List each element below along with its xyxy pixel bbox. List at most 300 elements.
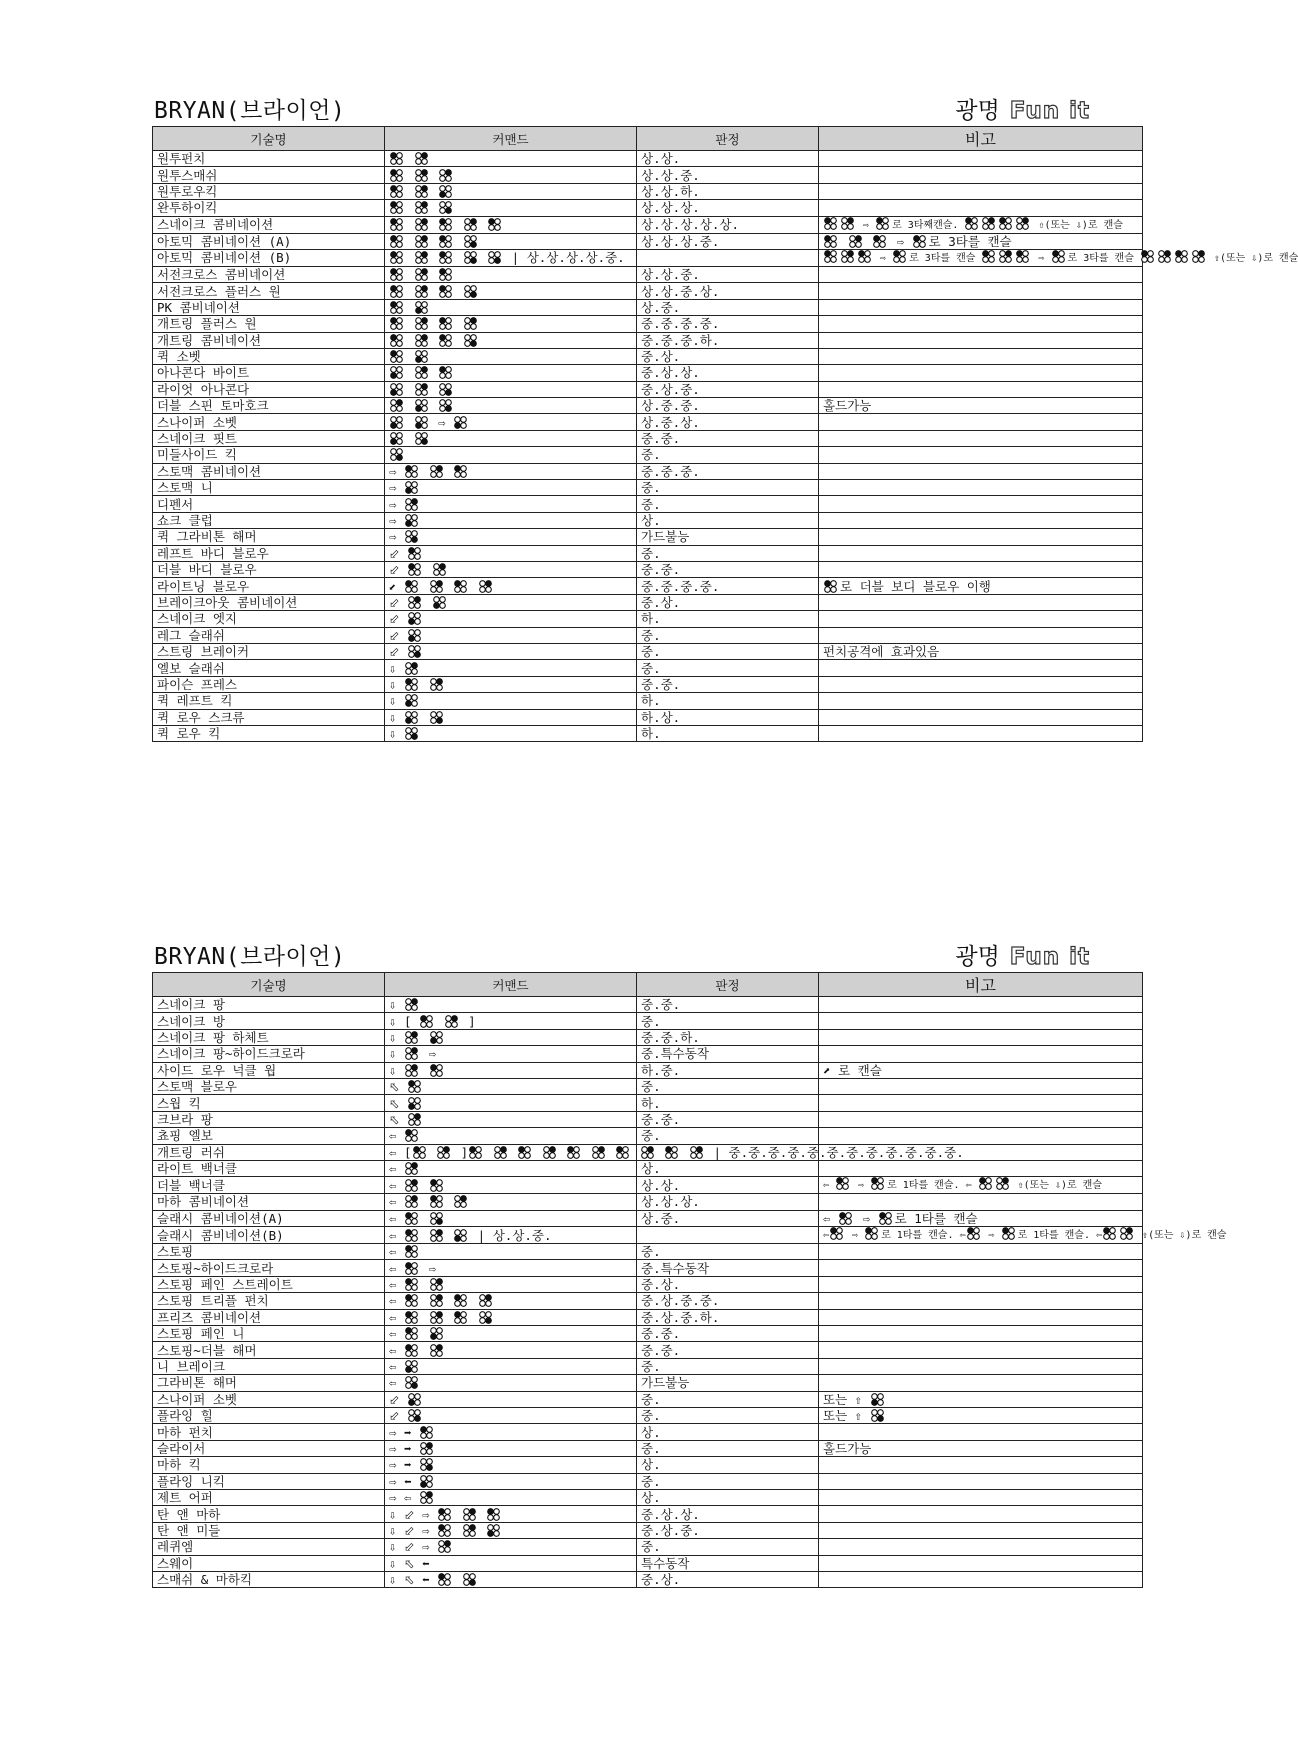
- right-punch-icon: [981, 217, 996, 230]
- command-text: [436, 1014, 444, 1029]
- move-command: [385, 1029, 637, 1045]
- command-text: [446, 579, 454, 594]
- move-name: 슬라이서: [153, 1440, 385, 1456]
- move-note: [819, 1260, 1143, 1276]
- move-judgement: 상.중.상.: [637, 414, 819, 430]
- right-punch-icon: [404, 498, 419, 511]
- move-judgement: 중.: [637, 627, 819, 643]
- move-name: 퀵 로우 킥: [153, 725, 385, 741]
- note-text: 로 1타를 캔슬. ⇦: [887, 1180, 978, 1192]
- command-text: ⇦: [389, 1375, 405, 1391]
- table-body: [153, 997, 1227, 1588]
- move-name: 쵸핑 엘보: [153, 1128, 385, 1144]
- move-name: 원투펀치: [153, 151, 385, 167]
- table-row: [153, 1062, 1143, 1078]
- move-command: [385, 480, 637, 496]
- command-text: ⇦: [389, 1244, 405, 1260]
- move-command: [385, 430, 637, 446]
- command-text: ⇩: [389, 997, 405, 1013]
- move-name: 파이슨 프레스: [153, 676, 385, 692]
- move-note: [819, 578, 1143, 594]
- table-row: [153, 496, 1143, 512]
- move-note: [819, 1276, 1143, 1292]
- right-punch-icon: [848, 235, 863, 248]
- right-punch-icon: [404, 998, 419, 1011]
- move-name: 스토핑 페인 스트레이트: [153, 1276, 385, 1292]
- move-judgement: 상.상.상.: [637, 200, 819, 216]
- move-command: [385, 365, 637, 381]
- command-text: ⬋: [389, 578, 405, 594]
- left-punch-icon: [437, 1573, 452, 1586]
- command-text: [424, 562, 432, 577]
- left-kick-icon: [389, 416, 404, 429]
- move-judgement: 중.상.상.: [637, 365, 819, 381]
- move-name: 크브라 팡: [153, 1111, 385, 1127]
- sheet-a: [152, 92, 1298, 742]
- table-row: [153, 398, 1143, 414]
- command-text: ⇦: [389, 1177, 405, 1193]
- move-name: 아나콘다 바이트: [153, 365, 385, 381]
- left-punch-icon: [407, 563, 422, 576]
- command-text: ⇩ ⬁ ⬅: [389, 1572, 438, 1588]
- note-text: 로 더블 보디 블로우 이행: [840, 578, 991, 594]
- left-punch-icon: [878, 1212, 893, 1225]
- move-judgement: 상.: [637, 1424, 819, 1440]
- move-note: [819, 1177, 1143, 1194]
- left-kick-icon: [414, 301, 429, 314]
- move-command: [385, 1177, 637, 1194]
- left-punch-icon: [870, 1177, 885, 1190]
- left-kick-icon: [407, 612, 422, 625]
- command-text: [431, 284, 439, 299]
- command-text: [681, 1145, 689, 1160]
- left-punch-icon: [438, 334, 453, 347]
- move-name: 탄 앤 마하: [153, 1506, 385, 1522]
- move-command: [385, 1144, 964, 1160]
- command-text: [454, 1572, 462, 1587]
- move-command: [385, 1489, 637, 1505]
- move-judgement: 중.: [637, 545, 819, 561]
- right-kick-icon: [407, 645, 422, 658]
- command-text: ⬃: [389, 594, 407, 610]
- right-kick-icon: [429, 711, 444, 724]
- move-note: [819, 1227, 1227, 1244]
- move-judgement: 중.중.: [637, 997, 819, 1013]
- move-note: [819, 545, 1143, 561]
- command-text: ⇦: [389, 1293, 405, 1309]
- command-text: [485, 1145, 493, 1160]
- left-punch-icon: [453, 1311, 468, 1324]
- command-text: [406, 284, 414, 299]
- move-name: 스토맥 니: [153, 480, 385, 496]
- left-punch-icon: [429, 1195, 444, 1208]
- move-command: [385, 627, 637, 643]
- move-command: [385, 676, 637, 692]
- table-row: [153, 1078, 1143, 1094]
- move-note: [819, 216, 1143, 233]
- left-punch-icon: [517, 1146, 532, 1159]
- move-judgement: 상.중.중.: [637, 398, 819, 414]
- command-text: [406, 316, 414, 331]
- move-note: [819, 398, 1143, 414]
- note-text: 또는 ⇧: [823, 1391, 870, 1407]
- left-punch-icon: [438, 235, 453, 248]
- right-punch-icon: [478, 580, 493, 593]
- left-punch-icon: [419, 1015, 434, 1028]
- command-text: ⇨: [421, 1046, 437, 1062]
- left-kick-icon: [453, 1229, 468, 1242]
- left-punch-icon: [404, 678, 419, 691]
- move-command: [385, 1013, 637, 1029]
- right-kick-icon: [438, 383, 453, 396]
- move-judgement: 중.: [637, 1539, 819, 1555]
- left-punch-icon: [407, 1080, 422, 1093]
- command-text: [421, 1293, 429, 1308]
- right-kick-icon: [404, 727, 419, 740]
- left-kick-icon: [429, 1327, 444, 1340]
- move-note: [819, 1457, 1143, 1473]
- left-punch-icon: [389, 218, 404, 231]
- command-text: [559, 1145, 567, 1160]
- move-note: [819, 414, 1143, 430]
- command-text: ⬃: [389, 644, 407, 660]
- left-punch-icon: [389, 350, 404, 363]
- move-judgement: 중.중.중.: [637, 463, 819, 479]
- move-command: [385, 1194, 637, 1210]
- command-text: ]: [453, 1144, 469, 1160]
- move-table: [152, 126, 1298, 742]
- left-punch-icon: [892, 250, 907, 263]
- right-punch-icon: [429, 1344, 444, 1357]
- left-kick-icon: [389, 383, 404, 396]
- right-punch-icon: [414, 201, 429, 214]
- move-judgement: 중.특수동작: [637, 1046, 819, 1062]
- move-judgement: 중.: [637, 1078, 819, 1094]
- note-text: [840, 234, 848, 249]
- right-punch-icon: [1157, 250, 1172, 263]
- left-punch-icon: [419, 1426, 434, 1439]
- move-judgement: 상.중.: [637, 1210, 819, 1226]
- left-punch-icon: [404, 580, 419, 593]
- move-name: 사이드 로우 넉클 웝: [153, 1062, 385, 1078]
- move-name: 스네이크 팡~하이드크로라: [153, 1046, 385, 1062]
- command-text: [431, 200, 439, 215]
- move-command: [385, 447, 637, 463]
- brand-prefix: 광명: [955, 944, 1000, 970]
- command-text: ⇩: [389, 1062, 405, 1078]
- command-text: [406, 365, 414, 380]
- move-name: 원투스매쉬: [153, 167, 385, 183]
- move-note: [819, 1342, 1143, 1358]
- table-row: [153, 1111, 1143, 1127]
- table-row: [153, 545, 1143, 561]
- move-name: 스매쉬 & 마하킥: [153, 1571, 385, 1587]
- right-kick-icon: [478, 1311, 493, 1324]
- table-row: [153, 1391, 1143, 1407]
- move-note: [819, 1424, 1143, 1440]
- left-kick-icon: [414, 399, 429, 412]
- left-punch-icon: [912, 235, 927, 248]
- left-punch-icon: [404, 1327, 419, 1340]
- move-note: [819, 1029, 1143, 1045]
- command-text: [421, 710, 429, 725]
- command-text: [446, 1310, 454, 1325]
- command-text: ⇦: [389, 1260, 405, 1276]
- left-punch-icon: [389, 268, 404, 281]
- left-punch-icon: [389, 285, 404, 298]
- move-judgement: 중.: [637, 660, 819, 676]
- table-row: [153, 529, 1143, 545]
- move-command: [385, 997, 637, 1013]
- left-punch-icon: [486, 1508, 501, 1521]
- right-kick-icon: [438, 201, 453, 214]
- move-note: [819, 693, 1143, 709]
- left-punch-icon: [389, 301, 404, 314]
- command-text: ⇩: [389, 1046, 405, 1062]
- left-punch-icon: [823, 235, 838, 248]
- move-note: [819, 1309, 1143, 1325]
- command-text: ⬃: [389, 1408, 407, 1424]
- right-punch-icon: [591, 1146, 606, 1159]
- command-text: [480, 250, 488, 265]
- move-name: 스네이크 핏트: [153, 430, 385, 446]
- left-punch-icon: [978, 1177, 993, 1190]
- right-punch-icon: [1119, 1227, 1134, 1240]
- table-row: [153, 1210, 1143, 1226]
- command-text: ⇩: [389, 676, 405, 692]
- move-judgement: [637, 1227, 819, 1244]
- move-command: [385, 266, 637, 282]
- move-judgement: 상.: [637, 1489, 819, 1505]
- table-row: [153, 365, 1143, 381]
- brand: [955, 92, 1090, 125]
- move-command: [385, 496, 637, 512]
- command-text: ⇩: [389, 709, 405, 725]
- left-punch-icon: [389, 201, 404, 214]
- move-note: [819, 1522, 1143, 1538]
- left-punch-icon: [389, 235, 404, 248]
- command-text: [421, 1211, 429, 1226]
- move-command: [385, 381, 637, 397]
- move-judgement: 중.: [637, 447, 819, 463]
- command-text: [406, 333, 414, 348]
- move-command: [385, 1571, 637, 1587]
- left-punch-icon: [438, 218, 453, 231]
- table-row: [153, 1128, 1143, 1144]
- command-text: ⇩ ⬃ ⇨: [389, 1539, 438, 1555]
- move-command: [385, 1260, 637, 1276]
- move-note: [819, 725, 1143, 741]
- command-text: ⇦: [389, 1210, 405, 1226]
- table-row: [153, 167, 1143, 183]
- move-judgement: 중.: [637, 643, 819, 659]
- command-text: [534, 1145, 542, 1160]
- col-header-note: 비고: [819, 127, 1143, 151]
- move-name: 스토핑~하이드크로라: [153, 1260, 385, 1276]
- move-command: [385, 1128, 637, 1144]
- table-row: [153, 1276, 1143, 1292]
- left-punch-icon: [468, 1146, 483, 1159]
- move-judgement: 중.상.중.중.: [637, 1293, 819, 1309]
- brand: [955, 938, 1090, 971]
- move-judgement: 상.상.상.상.상.: [637, 216, 819, 233]
- left-punch-icon: [404, 465, 419, 478]
- command-text: [406, 151, 414, 166]
- table-row: [153, 1375, 1143, 1391]
- note-text: ⇦: [823, 1210, 839, 1226]
- left-punch-icon: [429, 1179, 444, 1192]
- left-punch-icon: [835, 1177, 850, 1190]
- right-punch-icon: [1191, 250, 1206, 263]
- move-name: 서전크로스 콤비네이션: [153, 266, 385, 282]
- move-name: 서전크로스 플러스 원: [153, 283, 385, 299]
- note-text: [865, 234, 873, 249]
- note-text: 홀드가능: [823, 1440, 872, 1456]
- command-text: ⇨: [389, 480, 405, 496]
- right-punch-icon: [478, 1294, 493, 1307]
- right-punch-icon: [429, 580, 444, 593]
- command-text: [431, 365, 439, 380]
- command-text: [421, 1194, 429, 1209]
- command-text: ⇦: [389, 1359, 405, 1374]
- move-note: [819, 1571, 1143, 1587]
- left-punch-icon: [438, 285, 453, 298]
- move-name: 마하 콤비네이션: [153, 1194, 385, 1210]
- command-text: ⇦: [389, 1277, 405, 1293]
- command-text: ⇩: [389, 660, 405, 676]
- table-row: [153, 561, 1143, 577]
- move-name: 라이엇 아나콘다: [153, 381, 385, 397]
- move-name: 레프트 바디 블로우: [153, 545, 385, 561]
- command-text: ⇦ [: [389, 1144, 412, 1160]
- move-name: 라이트닝 블로우: [153, 578, 385, 594]
- right-punch-icon: [995, 1177, 1010, 1190]
- table-row: [153, 216, 1143, 233]
- right-punch-icon: [437, 1540, 452, 1553]
- left-punch-icon: [404, 1294, 419, 1307]
- move-judgement: 상.: [637, 512, 819, 528]
- table-row: [153, 1571, 1143, 1587]
- move-name: 그라비톤 해머: [153, 1375, 385, 1391]
- right-punch-icon: [414, 185, 429, 198]
- left-punch-icon: [389, 317, 404, 330]
- note-text: ⇨: [889, 233, 912, 249]
- table-row: [153, 1407, 1143, 1423]
- command-text: ⇩ ⬃ ⇨: [389, 1506, 438, 1522]
- move-note: [819, 430, 1143, 446]
- note-text: ⇧(또는 ⇩)로 캔슬: [1011, 1180, 1103, 1192]
- left-kick-icon: [414, 416, 429, 429]
- table-row: [153, 1029, 1143, 1045]
- right-punch-icon: [404, 1047, 419, 1060]
- right-punch-icon: [1015, 217, 1030, 230]
- table-row: [153, 1095, 1143, 1111]
- left-punch-icon: [964, 217, 979, 230]
- command-text: ⬃: [389, 562, 407, 578]
- move-judgement: 상.상.중.: [637, 266, 819, 282]
- move-judgement: 중.중.: [637, 676, 819, 692]
- move-name: 퀵 그라비톤 해머: [153, 529, 385, 545]
- move-note: [819, 283, 1143, 299]
- move-judgement: 중.중.: [637, 561, 819, 577]
- move-name: 더블 스핀 토마호크: [153, 398, 385, 414]
- right-kick-icon: [438, 399, 453, 412]
- table-row: [153, 578, 1143, 594]
- move-note: [819, 299, 1143, 315]
- move-judgement: 중.중.하.: [637, 1029, 819, 1045]
- move-judgement: 중.: [637, 1128, 819, 1144]
- left-punch-icon: [404, 1245, 419, 1258]
- move-judgement: 상.상.중.: [637, 167, 819, 183]
- left-punch-icon: [823, 580, 838, 593]
- right-punch-icon: [414, 317, 429, 330]
- table-row: [153, 693, 1143, 709]
- command-text: [470, 1310, 478, 1325]
- move-name: 아토믹 콤비네이션 (B): [153, 249, 385, 266]
- move-note: [819, 1440, 1143, 1456]
- move-judgement: 하.: [637, 725, 819, 741]
- right-punch-icon: [429, 1311, 444, 1324]
- command-text: ]: [460, 1013, 476, 1029]
- move-judgement: 중.: [637, 1358, 819, 1374]
- move-judgement: 상.상.상.중.: [637, 233, 819, 249]
- move-note: [819, 332, 1143, 348]
- move-name: 원투로우킥: [153, 183, 385, 199]
- left-kick-icon: [414, 350, 429, 363]
- right-punch-icon: [689, 1146, 704, 1159]
- left-punch-icon: [566, 1146, 581, 1159]
- command-text: [479, 1523, 487, 1538]
- right-punch-icon: [419, 1442, 434, 1455]
- command-text: [431, 333, 439, 348]
- move-command: [385, 1078, 637, 1094]
- move-command: [385, 660, 637, 676]
- right-punch-icon: [404, 1195, 419, 1208]
- move-name: 프리즈 콤비네이션: [153, 1309, 385, 1325]
- table-row: [153, 643, 1143, 659]
- move-name: 스웝 킥: [153, 1095, 385, 1111]
- move-command: [385, 249, 637, 266]
- note-text: ⇨: [852, 1180, 871, 1192]
- command-text: ⇦: [389, 1326, 405, 1342]
- move-command: [385, 463, 637, 479]
- sheet-title: BRYAN(브라이언): [154, 944, 346, 970]
- right-kick-icon: [404, 1376, 419, 1389]
- move-command: [385, 1309, 637, 1325]
- note-text: ⇦: [823, 1180, 836, 1192]
- command-text: ⇩ ⬃ ⇨: [389, 1522, 438, 1538]
- left-punch-icon: [453, 465, 468, 478]
- move-command: [385, 529, 637, 545]
- right-kick-icon: [429, 1212, 444, 1225]
- move-command: [385, 299, 637, 315]
- move-note: [819, 1506, 1143, 1522]
- move-name: 슬래시 콤비네이션(B): [153, 1227, 385, 1244]
- table-row: [153, 1244, 1143, 1260]
- command-text: ⇦: [389, 1309, 405, 1325]
- command-text: [406, 267, 414, 282]
- move-judgement: 중.상.: [637, 348, 819, 364]
- move-name: 슬래시 콤비네이션(A): [153, 1210, 385, 1226]
- col-header-note: 비고: [819, 973, 1143, 997]
- table-row: [153, 1522, 1143, 1538]
- right-punch-icon: [493, 1146, 508, 1159]
- right-punch-icon: [429, 1278, 444, 1291]
- move-judgement: 중.상.중.하.: [637, 1309, 819, 1325]
- table-row: [153, 1013, 1143, 1029]
- move-judgement: 하.: [637, 693, 819, 709]
- move-judgement: 중.특수동작: [637, 1260, 819, 1276]
